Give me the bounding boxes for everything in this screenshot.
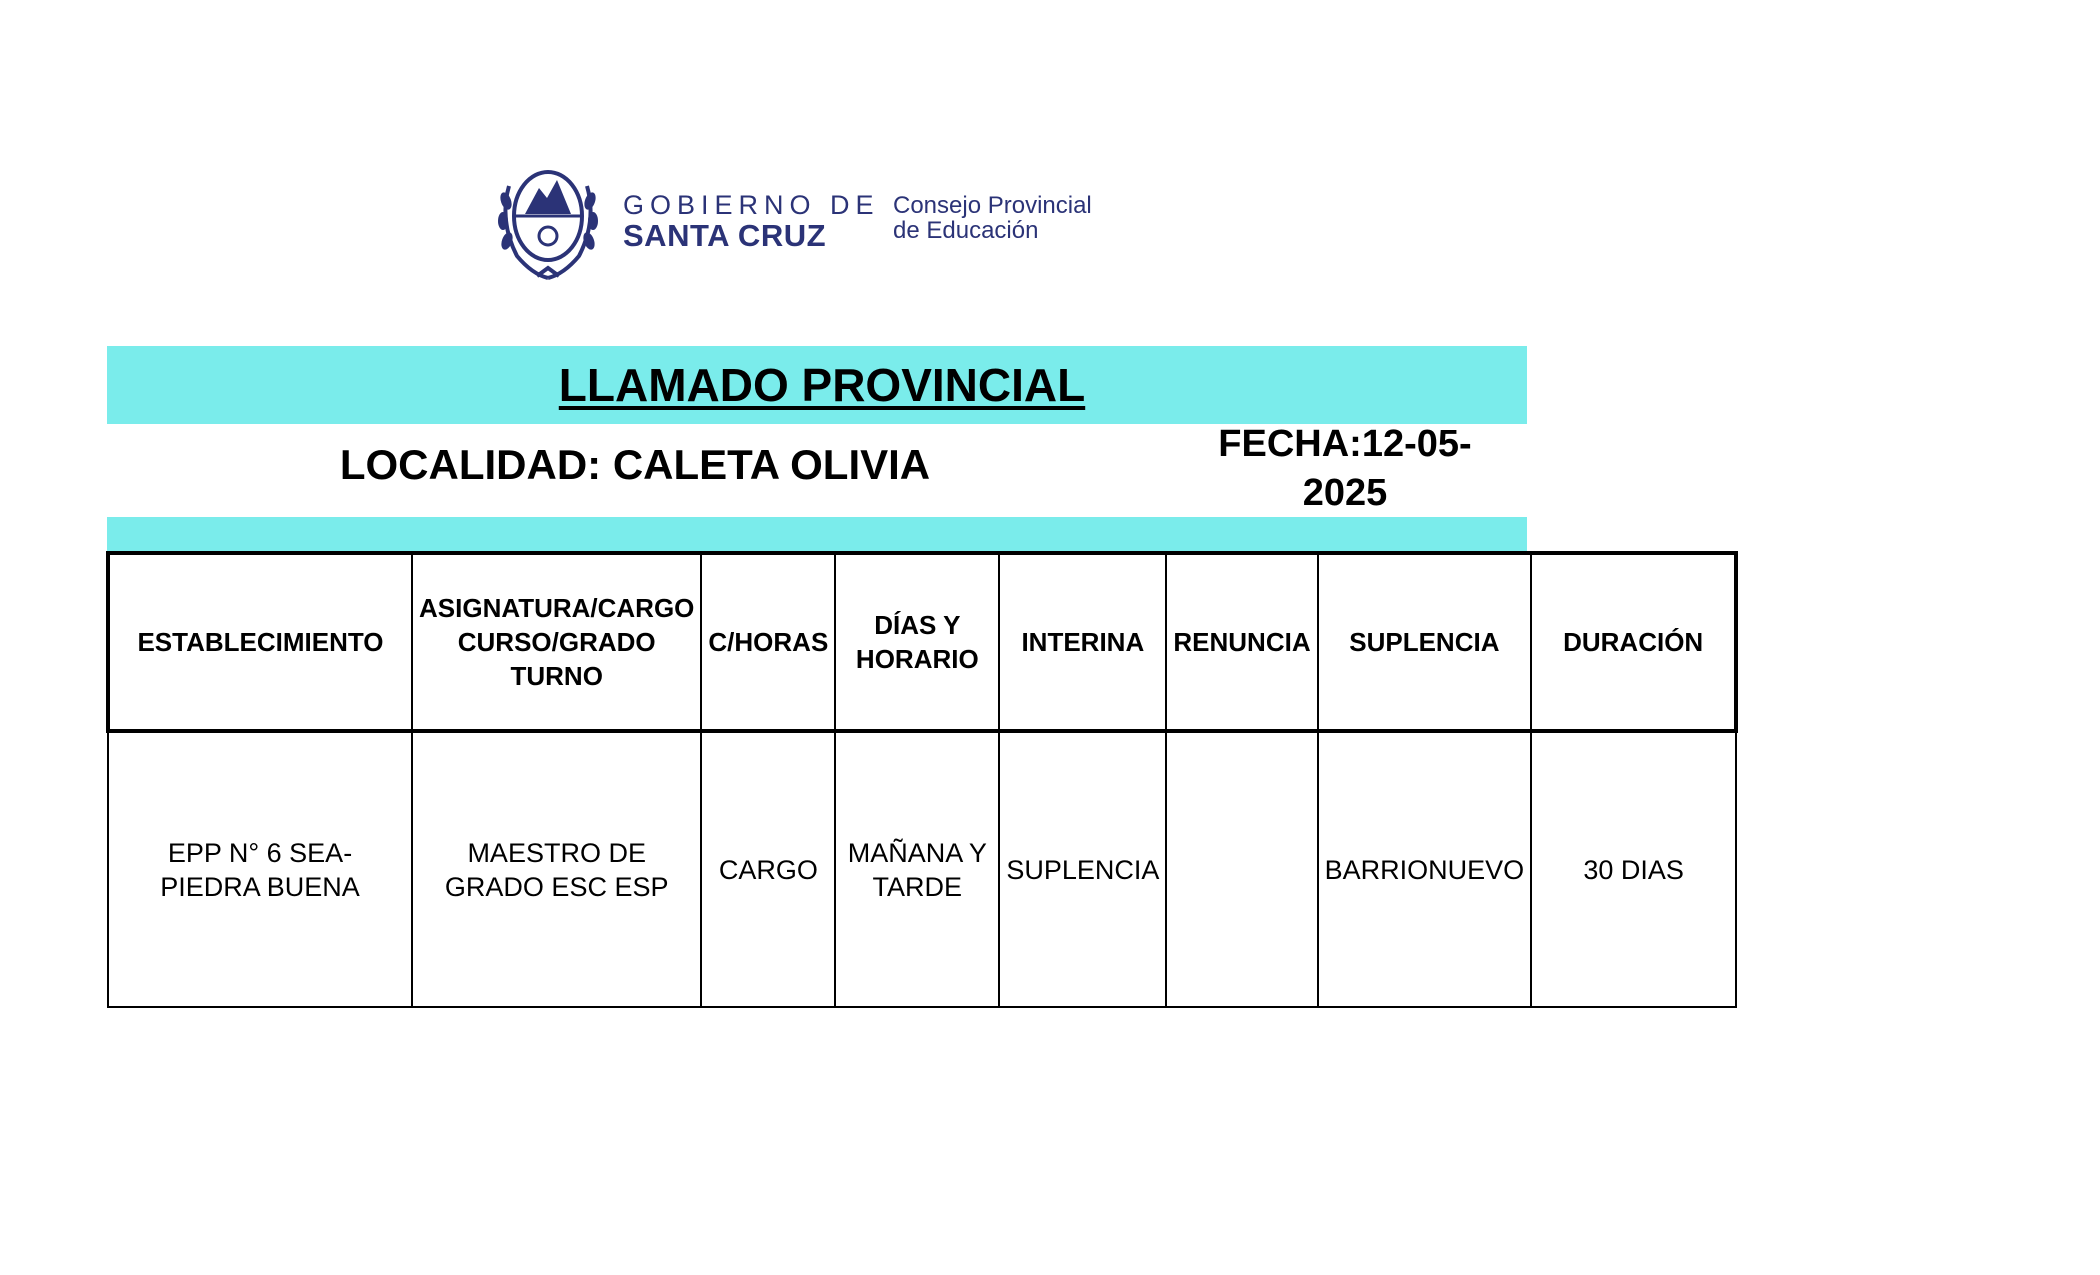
consejo-provincial [893, 193, 1092, 243]
cell-interina: SUPLENCIA [999, 731, 1166, 1007]
localidad-label: LOCALIDAD: CALETA OLIVIA [339, 441, 931, 488]
fecha-label: FECHA:12-05-2025 [1218, 423, 1472, 514]
cell-duracion: 30 DIAS [1531, 731, 1736, 1007]
header-duracion: DURACIÓN [1531, 553, 1736, 731]
header-suplencia: SUPLENCIA [1318, 553, 1532, 731]
consejo-line2: de Educación [893, 217, 1039, 244]
header-asignatura: ASIGNATURA/CARGO CURSO/GRADO TURNO [412, 553, 701, 731]
cell-asignatura: MAESTRO DE GRADO ESC ESP [412, 731, 701, 1007]
gobierno-line1: GOBIERNO DE [623, 190, 880, 220]
header-interina: INTERINA [999, 553, 1166, 731]
table-row [108, 731, 1736, 1007]
cell-suplencia: BARRIONUEVO [1318, 731, 1532, 1007]
coat-of-arms-icon [497, 156, 599, 286]
cell-c-horas: CARGO [701, 731, 835, 1007]
page-title-text: LLAMADO PROVINCIAL [558, 359, 1086, 411]
cell-establecimiento: EPP N° 6 SEA- PIEDRA BUENA [108, 731, 412, 1007]
accent-band [107, 517, 1527, 551]
page-title [107, 346, 1527, 424]
consejo-line1: Consejo Provincial [893, 192, 1092, 219]
llamado-table [106, 551, 1738, 1008]
cell-renuncia [1166, 731, 1317, 1007]
cell-dias-horario: MAÑANA Y TARDE [835, 731, 999, 1007]
header-establecimiento: ESTABLECIMIENTO [108, 553, 412, 731]
header-c-horas: C/HORAS [701, 553, 835, 731]
header-dias-horario: DÍAS Y HORARIO [835, 553, 999, 731]
header-logo [497, 156, 1127, 286]
table-header-row [108, 553, 1736, 731]
gobierno-line2: SANTA CRUZ [623, 218, 827, 253]
header-renuncia: RENUNCIA [1166, 553, 1317, 731]
